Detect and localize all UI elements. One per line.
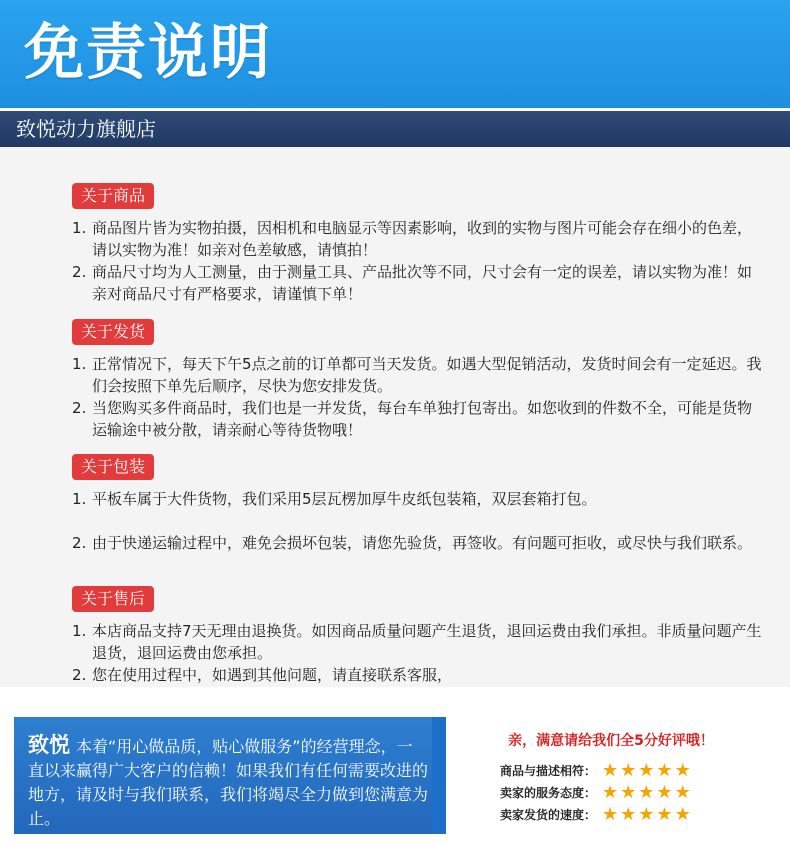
rating-label: 卖家发货的速度：: [500, 808, 597, 822]
footer-statement: 本着“用心做品质，贴心做服务”的经营理念，一直以来赢得广大客户的信赖！如果我们有任何需要改进的地方，请及时与我们联系，我们将竭尽全力做到您满意为止。: [28, 737, 429, 828]
rating-row: [500, 805, 693, 825]
section-tag: 关于发货: [72, 319, 154, 345]
section-packaging: [72, 454, 762, 554]
page-title: 免责说明: [24, 18, 272, 88]
review-title: 亲，满意请给我们全5分好评哦！: [508, 733, 714, 749]
footer-brand: 致悦: [28, 733, 70, 757]
brand-statement: [14, 717, 432, 834]
list-item: 1. 正常情况下，每天下午5点之前的订单都可当天发货。如遇大型促销活动，发货时间会有一定延迟。我们会按照下单先后顺序，尽快为您安排发货。: [72, 355, 762, 395]
list-item: 1. 本店商品支持7天无理由退换货。如因商品质量问题产生退货，退回运费由我们承担。非质量问题产生退货，退回运费由您承担。: [72, 622, 762, 662]
section-after-sales: [72, 586, 762, 686]
list-item: 2. 当您购买多件商品时，我们也是一并发货，每台车单独打包寄出。如您收到的件数不全，可能是货物运输途中被分散，请亲耐心等待货物哦！: [72, 399, 753, 439]
store-name: 致悦动力旗舰店: [16, 117, 156, 141]
list-item: 1. 平板车属于大件货物，我们采用5层瓦楞加厚牛皮纸包装箱，双层套箱打包。: [72, 490, 597, 508]
star-icon: ★★★★★: [602, 804, 693, 825]
store-bar: [0, 111, 790, 147]
list-item: 2. 商品尺寸均为人工测量，由于测量工具、产品批次等不同，尺寸会有一定的误差，请以实物为准！如亲对商品尺寸有严格要求，请谨慎下单！: [72, 263, 753, 303]
section-tag: 关于售后: [72, 586, 154, 612]
star-icon: ★★★★★: [602, 760, 693, 781]
section-products: [72, 183, 762, 305]
list-item: 1. 商品图片皆为实物拍摄，因相机和电脑显示等因素影响，收到的实物与图片可能会存在细小的色差，请以实物为准！如亲对色差敏感，请慎拍！: [72, 219, 753, 259]
list-item: 2. 您在使用过程中，如遇到其他问题，请直接联系客服，: [72, 666, 453, 684]
star-icon: ★★★★★: [602, 782, 693, 803]
review-panel: [446, 717, 776, 834]
rating-row: [500, 783, 693, 803]
rating-row: [500, 761, 693, 781]
footer: [14, 717, 776, 834]
rating-label: 卖家的服务态度：: [500, 786, 597, 800]
section-tag: 关于包装: [72, 454, 154, 480]
header-banner: [0, 0, 790, 108]
rating-label: 商品与描述相符：: [500, 764, 597, 778]
section-tag: 关于商品: [72, 183, 154, 209]
section-shipping: [72, 319, 762, 441]
list-item: 2. 由于快递运输过程中，难免会损坏包装，请您先验货，再签收。有问题可拒收，或尽快与我们联系。: [72, 534, 753, 552]
